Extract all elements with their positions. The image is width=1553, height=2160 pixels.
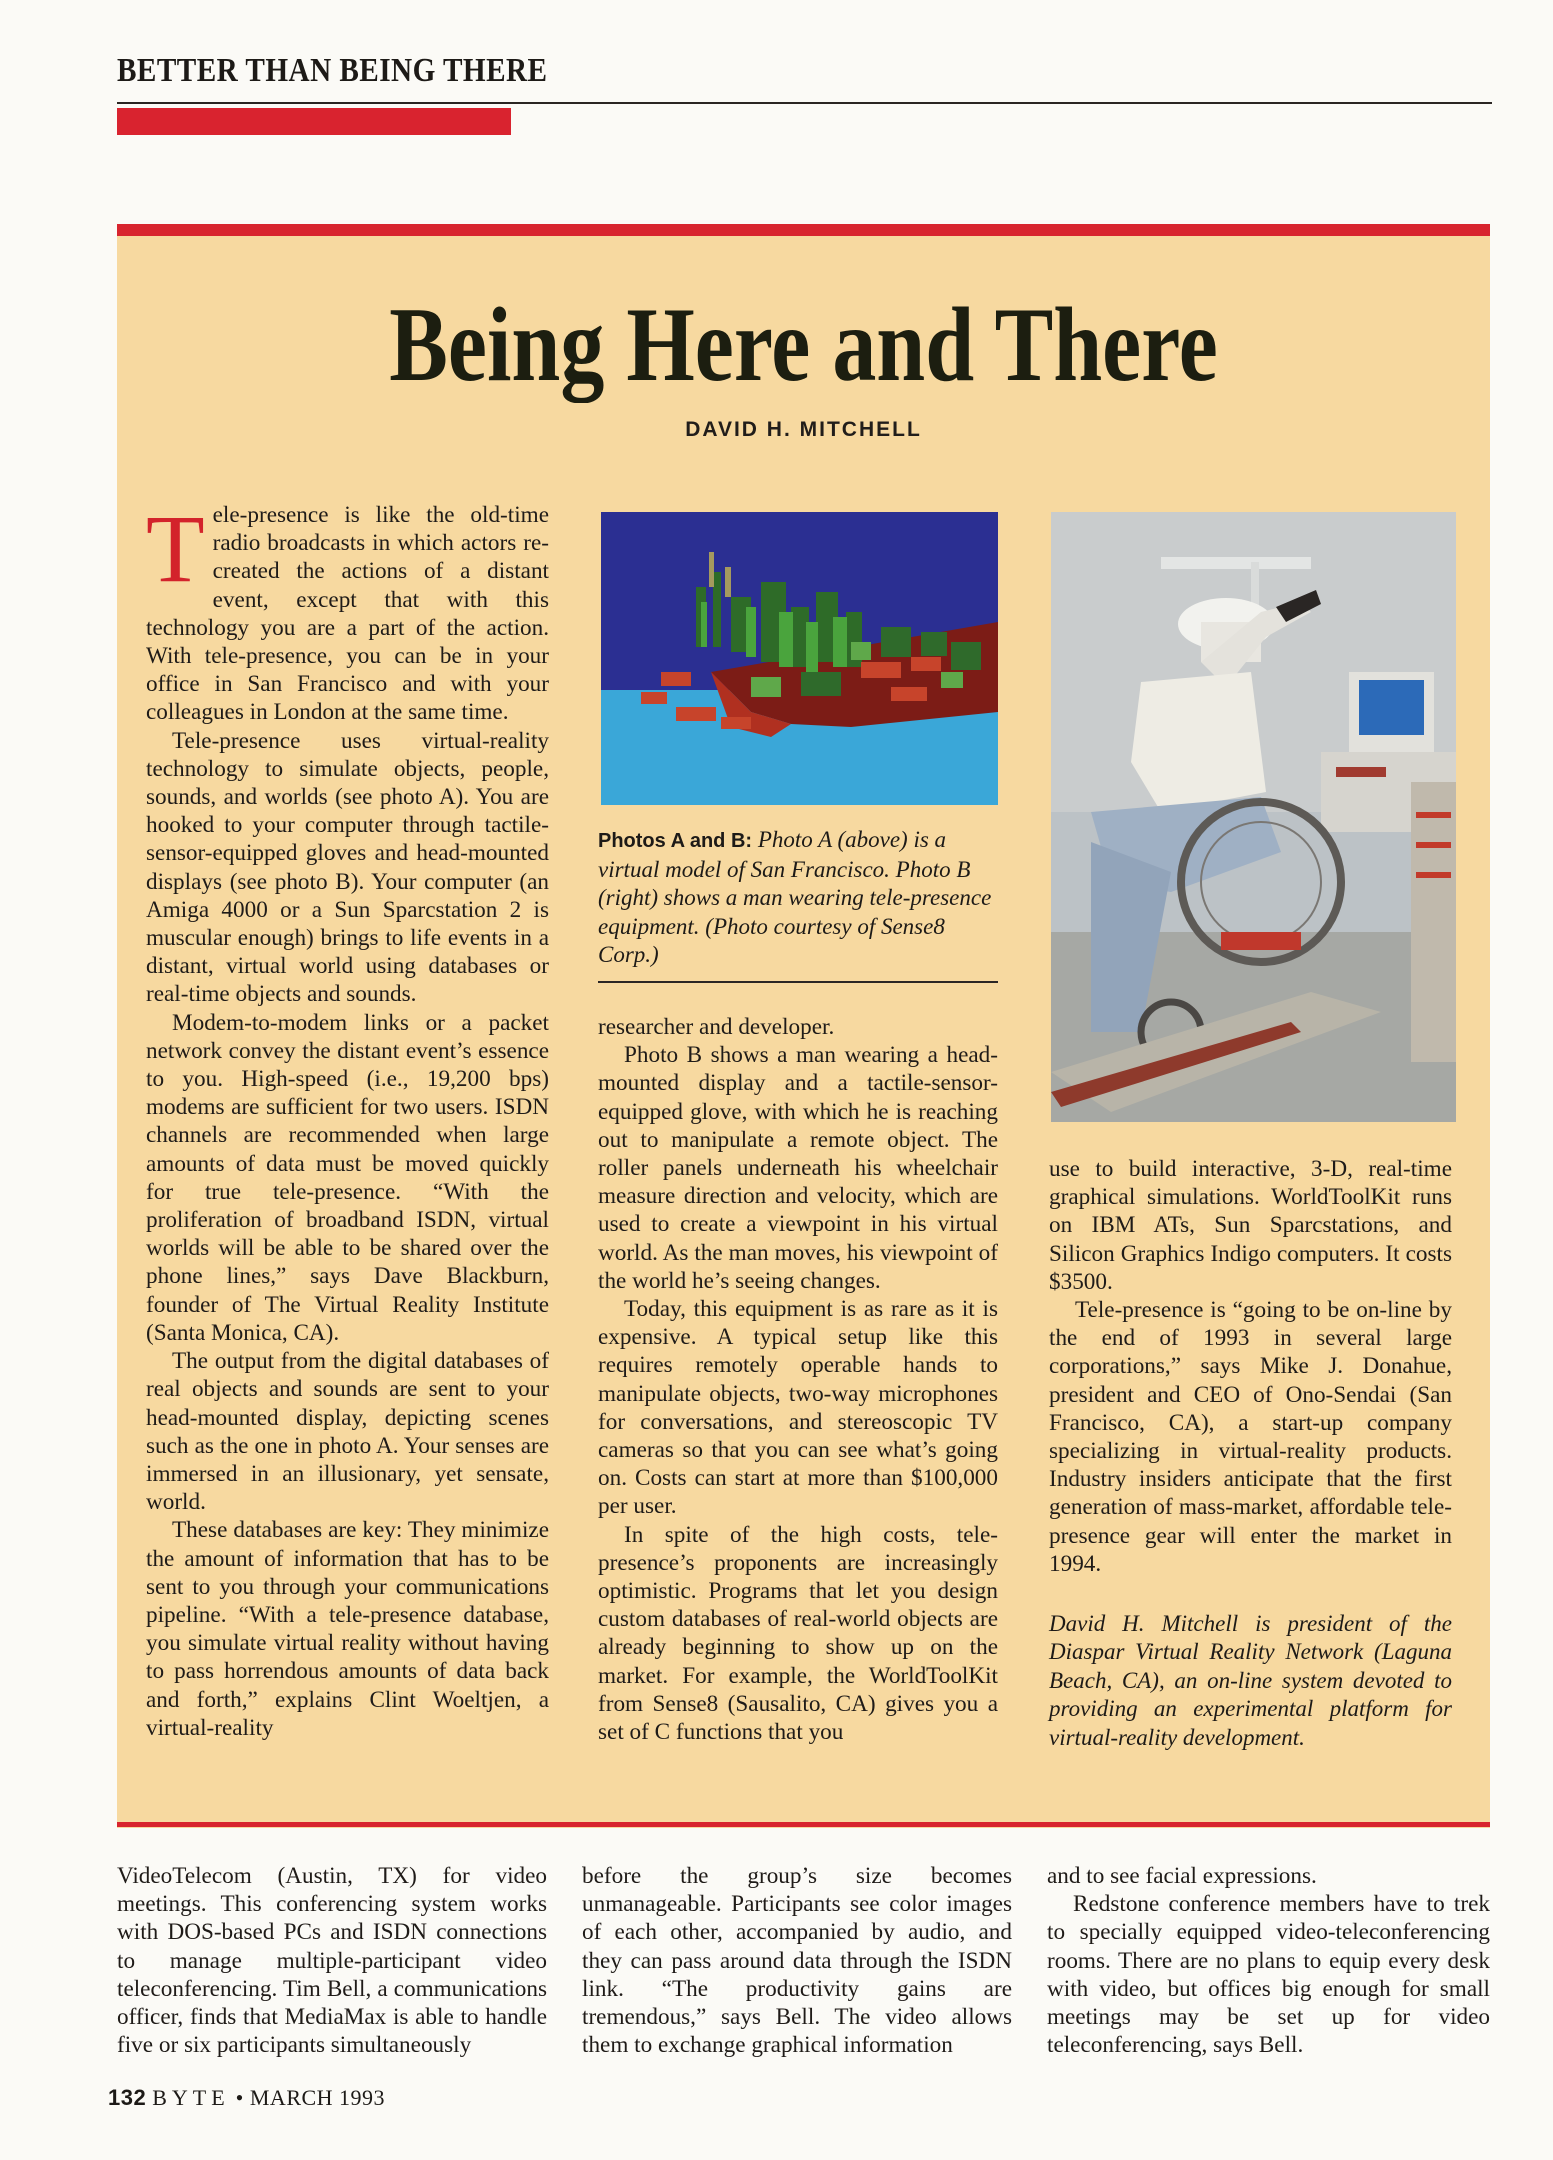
paragraph: and to see facial expressions. [1047, 1863, 1317, 1889]
paragraph: VideoTelecom (Austin, TX) for video meetings. This conferencing system works with DOS-based PCs and ISDN connections to manage multiple-participant video teleconferencing. Tim Bell, a communications officer, finds that MediaMax is able to handle five or six participants simultaneously [117, 1863, 547, 2059]
paragraph: These databases are key: They minimize the amount of information that has to be sent to you through your communications pipeline. “With a tele-presence database, you simulate virtual reality without having to pass horrendous amounts of data back and forth,” explains Clint Woeltjen, a virtual-reality [146, 1517, 549, 1741]
paragraph: use to build interactive, 3-D, real-time graphical simulations. WorldToolKit runs on IBM ATs, Sun Sparcstations, and Silicon Graphics Indigo computers. It costs $3500. [1049, 1156, 1452, 1295]
sidebar-bottom-rule [117, 1822, 1490, 1827]
sidebar-headline: Being Here and There [389, 286, 1218, 403]
paragraph: Tele-presence uses virtual-reality technology to simulate objects, people, sounds, and worlds (see photo A). You are hooked to your computer through tactile-sensor-equipped gloves and head-mounted displays (see photo B). Your computer (an Amiga 4000 or a Sun Sparcstation 2 is muscular enough) brings to life events in a distant, virtual world using databases or real-time objects and sounds. [146, 727, 549, 1008]
sidebar-column-3 [1049, 1155, 1452, 1578]
caption-rule [598, 981, 998, 983]
page-footer [108, 2085, 385, 2111]
article-column-3 [1047, 1862, 1490, 2059]
drop-cap: T [146, 495, 205, 602]
paragraph: Redstone conference members have to trek to specially equipped video-teleconferencing rooms. There are no plans to equip every desk with video, but offices big enough for small meetings may be set up for video teleconferencing, says Bell. [1047, 1891, 1490, 2059]
section-head: BETTER THAN BEING THERE [117, 52, 548, 89]
publication-name: BYTE [152, 2085, 230, 2110]
sidebar-column-2 [598, 1013, 998, 1746]
caption-body: Photo A (above) is a virtual model of San Francisco. Photo B (right) shows a man wearing tele-presence equipment. (Photo courtesy of Sense8 Corp.) [598, 827, 992, 967]
sidebar-byline: DAVID H. MITCHELL [685, 418, 922, 441]
issue-date: MARCH 1993 [249, 2085, 386, 2110]
paragraph: Today, this equipment is as rare as it is expensive. A typical setup like this requires remotely operable hands to manipulate objects, two-way microphones for conversations, and stereoscopic TV cameras so that you can see what’s going on. Costs can start at more than $100,000 per user. [598, 1296, 998, 1520]
page-number: 132 [108, 2085, 147, 2110]
paragraph: In spite of the high costs, tele-presence’s proponents are increasingly optimistic. Programs that let you design custom databases of real-world objects are already beginning to show up on the market. For example, the WorldToolKit from Sense8 (Sausalito, CA) gives you a set of C functions that you [598, 1521, 998, 1746]
photo-a-virtual-city [601, 512, 998, 805]
paragraph: before the group’s size becomes unmanageable. Participants see color images of each other, accompanied by audio, and they can pass around data through the ISDN link. “The productivity gains are tremendous,” says Bell. The video allows them to exchange graphical information [582, 1863, 1012, 2059]
article-column-2 [582, 1862, 1012, 2059]
photo-caption [598, 826, 998, 970]
paragraph-text: ele-presence is like the old-time radio broadcasts in which actors re-created the actions of a distant event, except that with this technology you are a part of the action. With tele-presence, you can be in your office in San Francisco and with your colleagues in London at the same time. [146, 502, 549, 726]
photo-b-telepresence-user [1051, 512, 1456, 1122]
footer-separator: • [235, 2085, 244, 2110]
paragraph: Photo B shows a man wearing a head-mounted display and a tactile-sensor-equipped glove, with which he is reaching out to manipulate a remote object. The roller panels underneath his wheelchair measure direction and velocity, which are used to create a viewpoint in his virtual world. As the man moves, his viewpoint of the world he’s seeing changes. [598, 1042, 998, 1294]
paragraph: The output from the digital databases of real objects and sounds are sent to your head-mounted display, depicting scenes such as the one in photo A. Your senses are immersed in an illusionary, yet sensate, world. [146, 1348, 549, 1516]
paragraph: Modem-to-modem links or a packet network convey the distant event’s essence to you. High-speed (i.e., 19,200 bps) modems are sufficient for two users. ISDN channels are recommended when large amounts of data must be moved quickly for true tele-presence. “With the proliferation of broadband ISDN, virtual worlds will be able to be shared over the phone lines,” says Dave Blackburn, founder of The Virtual Reality Institute (Santa Monica, CA). [146, 1009, 549, 1346]
virtual-city-illustration [601, 512, 998, 805]
article-column-1 [117, 1862, 547, 2059]
telepresence-user-illustration [1051, 512, 1456, 1122]
sidebar-column-1 [146, 495, 549, 1742]
caption-lead: Photos A and B: [598, 830, 753, 852]
sidebar-top-rule [117, 224, 1490, 236]
paragraph: researcher and developer. [598, 1014, 835, 1040]
author-bio: David H. Mitchell is president of the Diaspar Virtual Reality Network (Laguna Beach, CA), an on-line system devoted to providing an experimental platform for virtual-reality development. [1049, 1611, 1452, 1750]
head-accent-bar [117, 108, 511, 135]
head-rule [117, 102, 1492, 104]
paragraph: Tele-presence is “going to be on-line by the end of 1993 in several large corporations,” says Mike J. Donahue, president and CEO of Ono-Sendai (San Francisco, CA), a start-up company specializing in virtual-reality products. Industry insiders anticipate that the first generation of mass-market, affordable tele-presence gear will enter the market in 1994. [1049, 1297, 1452, 1577]
paragraph [146, 495, 549, 727]
